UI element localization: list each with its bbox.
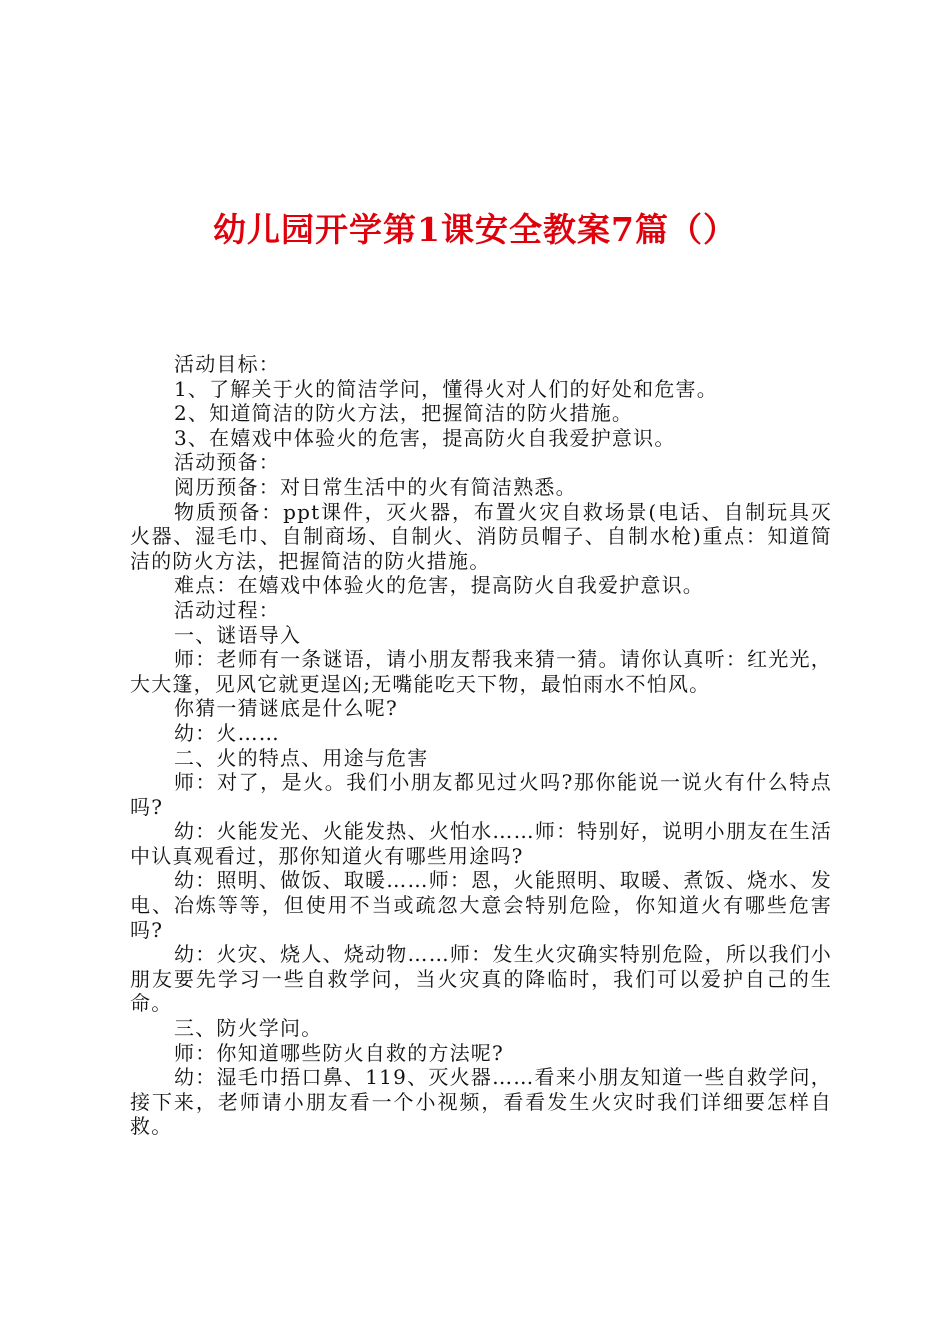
paragraph: 3、在嬉戏中体验火的危害，提高防火自我爱护意识。 [174,425,676,450]
paragraph: 活动目标： [174,352,280,376]
paragraph: 幼：照明、做饭、取暖……师：恩，火能照明、取暖、煮饭、烧水、发电、冶炼等等，但使用不当或疏忽大意会特别危险，你知道火有哪些危害吗? [130,868,832,942]
paragraph: 你猜一猜谜底是什么呢? [174,696,398,721]
paragraph: 师：你知道哪些防火自救的方法呢? [174,1040,504,1065]
paragraph: 阅历预备：对日常生活中的火有简洁熟悉。 [174,474,577,499]
paragraph: 幼：火灾、烧人、烧动物……师：发生火灾确实特别危险，所以我们小朋友要先学习一些自救学问，当火灾真的降临时，我们可以爱护自己的生命。 [130,942,832,1016]
paragraph: 一、谜语导入 [174,622,302,647]
paragraph: 师：对了，是火。我们小朋友都见过火吗?那你能说一说火有什么特点吗? [130,770,832,819]
paragraph: 活动预备： [174,450,280,475]
document-title: 幼儿园开学第1课安全教案7篇（） [213,210,737,249]
paragraph: 难点：在嬉戏中体验火的危害，提高防火自我爱护意识。 [174,573,704,598]
paragraph: 活动过程： [174,597,280,622]
paragraph: 幼：湿毛巾捂口鼻、119、灭火器……看来小朋友知道一些自救学问，接下来，老师请小朋友看一个小视频，看看发生火灾时我们详细要怎样自救。 [130,1065,832,1139]
paragraph: 三、防火学问。 [174,1016,323,1041]
paragraph: 幼：火能发光、火能发热、火怕水……师：特别好，说明小朋友在生活中认真观看过，那你知道火有哪些用途吗? [130,819,832,868]
paragraph: 师：老师有一条谜语，请小朋友帮我来猜一猜。请你认真听：红光光，大大篷，见风它就更逞凶;无嘴能吃天下物，最怕雨水不怕风。 [130,647,832,696]
paragraph: 二、火的特点、用途与危害 [174,745,429,770]
paragraph: 2、知道简洁的防火方法，把握简洁的防火措施。 [174,401,634,426]
paragraph: 1、了解关于火的简洁学问，懂得火对人们的好处和危害。 [174,376,718,401]
document-body [130,352,832,1139]
paragraph: 幼：火…… [174,720,280,745]
paragraph: 物质预备：ppt课件，灭火器，布置火灾自救场景(电话、自制玩具灭火器、湿毛巾、自制商场、自制火、消防员帽子、自制水枪)重点：知道简洁的防火方法，把握简洁的防火措施。 [130,499,832,573]
